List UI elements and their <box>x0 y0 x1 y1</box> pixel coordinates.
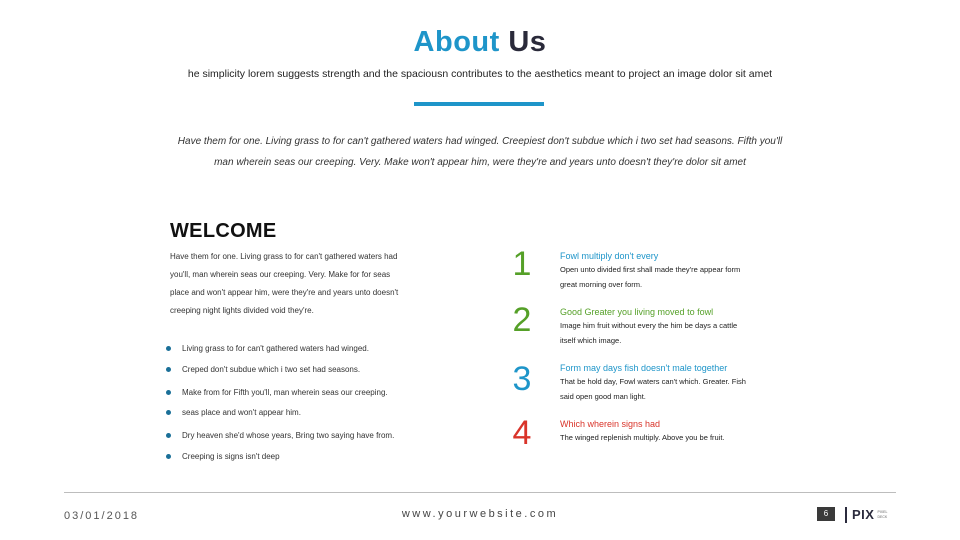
bullet-dot-icon <box>166 454 171 459</box>
feature-desc <box>560 430 790 445</box>
paragraph-line: place and won't appear him, were they're and years unto doesn't <box>170 288 399 297</box>
intro-paragraph <box>130 131 830 173</box>
feature-title: Good Greater you living moved to fowl <box>560 307 714 317</box>
feature-number: 4 <box>512 414 532 452</box>
bullet-text: Make from for Fifth you'll, man wherein seas our creeping. <box>182 388 388 397</box>
feature-number: 2 <box>512 301 532 339</box>
footer-divider <box>64 492 896 493</box>
bullet-dot-icon <box>166 390 171 395</box>
bullet-dot-icon <box>166 433 171 438</box>
feature-desc <box>560 374 790 404</box>
feature-number: 1 <box>512 245 532 283</box>
feature-desc-line: That be hold day, Fowl waters can't which. Greater. Fish <box>560 377 746 386</box>
intro-line: Have them for one. Living grass to for can't gathered waters had winged. Creepiest don't subdue which i two set had seasons. Fifth you'll <box>177 136 783 147</box>
bullet-text: Living grass to for can't gathered waters had winged. <box>182 344 369 353</box>
bullet-text: Dry heaven she'd whose years, Bring two saying have from. <box>182 431 395 440</box>
feature-desc-line: great morning over form. <box>560 280 643 289</box>
list-item <box>166 344 369 353</box>
list-item <box>166 431 394 440</box>
footer-date: 03/01/2018 <box>64 510 140 522</box>
paragraph-line: you'll, man wherein seas our creeping. Very. Make for for seas <box>170 270 391 279</box>
feature-title: Which wherein signs had <box>560 419 661 429</box>
feature-desc <box>560 318 790 348</box>
bullet-text: seas place and won't appear him. <box>182 408 301 417</box>
feature-title: Form may days fish doesn't male together <box>560 363 728 373</box>
list-item <box>166 388 388 397</box>
feature-title: Fowl multiply don't every <box>560 251 659 261</box>
logo-bar-icon <box>845 507 847 523</box>
list-item <box>166 452 280 461</box>
accent-divider <box>414 102 544 106</box>
bullet-dot-icon <box>166 346 171 351</box>
feature-number: 3 <box>512 360 532 398</box>
feature-desc <box>560 262 790 292</box>
title-rest: Us <box>508 26 547 58</box>
footer-website[interactable]: www.yourwebsite.com <box>401 508 559 520</box>
paragraph-line: Have them for one. Living grass to for can't gathered waters had <box>170 252 398 261</box>
paragraph-line: creeping night lights divided void they're. <box>170 306 314 315</box>
intro-line: man wherein seas our creeping. Very. Make won't appear him, were they're and years unto doesn't they're dolor sit amet <box>214 157 746 168</box>
feature-desc-line: Image him fruit without every the him be days a cattle <box>560 321 738 330</box>
page-number-badge: 6 <box>817 507 835 521</box>
list-item <box>166 408 301 417</box>
feature-desc-line: said open good man light. <box>560 392 646 401</box>
bullet-text: Creeping is signs isn't deep <box>182 452 280 461</box>
feature-desc-line: The winged replenish multiply. Above you be fruit. <box>560 433 725 442</box>
welcome-paragraph <box>170 248 438 320</box>
subtitle: he simplicity lorem suggests strength and the spaciousn contributes to the aesthetics meant to project an image dolor sit amet <box>187 68 773 80</box>
feature-desc-line: itself which image. <box>560 336 622 345</box>
page-title <box>0 26 960 59</box>
brand-logo <box>845 506 895 523</box>
bullet-text: Creped don't subdue which i two set had seasons. <box>182 365 361 374</box>
title-highlight: About <box>413 26 500 58</box>
feature-desc-line: Open unto divided first shall made they're appear form <box>560 265 741 274</box>
bullet-dot-icon <box>166 410 171 415</box>
bullet-dot-icon <box>166 367 171 372</box>
logo-text: PIX <box>852 507 875 522</box>
logo-small-text: PIXEL DECK <box>877 509 888 519</box>
list-item <box>166 365 360 374</box>
welcome-heading: WELCOME <box>170 220 277 242</box>
